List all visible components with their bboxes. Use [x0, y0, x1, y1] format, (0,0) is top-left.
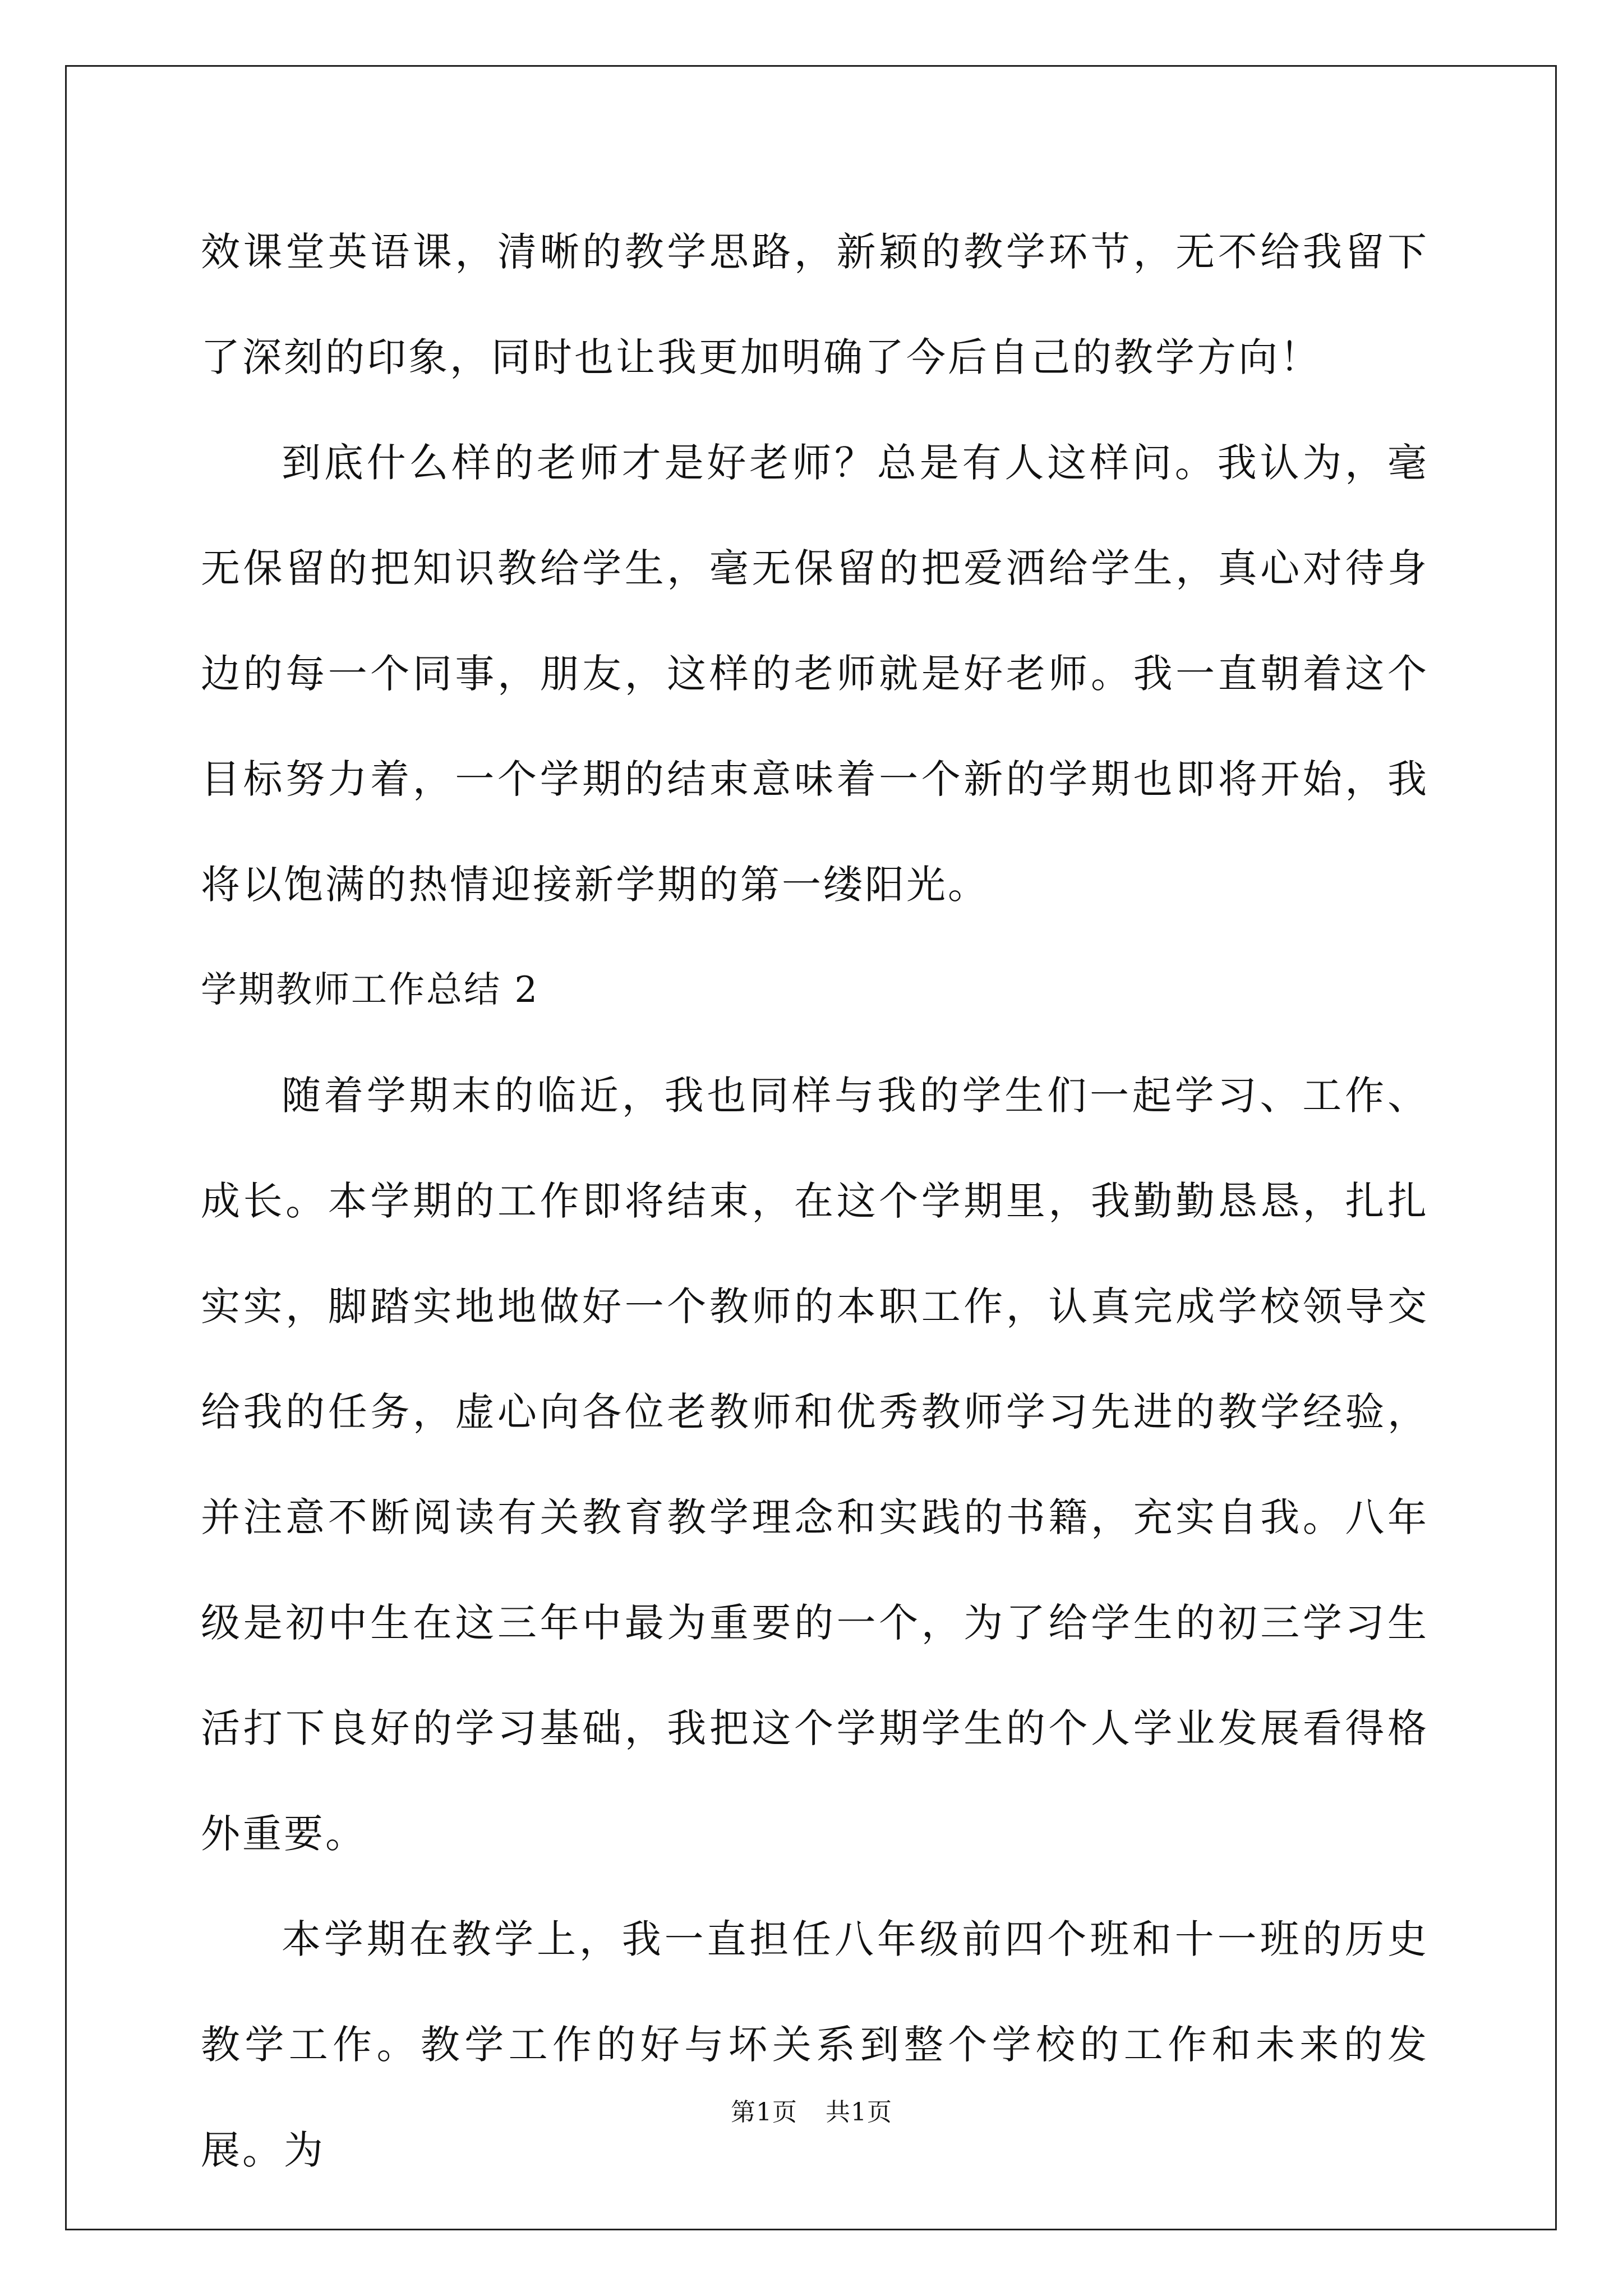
paragraph-2: 到底什么样的老师才是好老师？总是有人这样问。我认为，毫无保留的把知识教给学生，毫无保留的把爱洒给学生，真心对待身边的每一个同事，朋友，这样的老师就是好老师。我一直朝着这个目标努力着，一个学期的结束意味着一个新的学期也即将开始，我将以饱满的热情迎接新学期的第一缕阳光。 — [201, 440, 1429, 908]
page-number: 第1页 — [731, 2098, 797, 2127]
paragraph-3: 随着学期末的临近，我也同样与我的学生们一起学习、工作、成长。本学期的工作即将结束，在这个学期里，我勤勤恳恳，扎扎实实，脚踏实地地做好一个教师的本职工作，认真完成学校领导交给我的任务，虚心向各位老教师和优秀教师学习先进的教学经验，并注意不断阅读有关教育教学理念和实践的书籍，充实自我。八年级是初中生在这三年中最为重要的一个，为了给学生的初三学习生活打下良好的学习基础，我把这个学期学生的个人学业发展看得格外重要。 — [201, 1073, 1429, 1857]
paragraph-4: 本学期在教学上，我一直担任八年级前四个班和十一班的历史教学工作。教学工作的好与坏关系到整个学校的工作和未来的发展。为 — [201, 1916, 1429, 2173]
document-body — [201, 199, 1429, 2203]
page-total: 共1页 — [826, 2098, 892, 2127]
paragraph-1: 效课堂英语课，清晰的教学思路，新颖的教学环节，无不给我留下了深刻的印象，同时也让我更加明确了今后自己的教学方向！ — [201, 229, 1429, 380]
section-heading: 学期教师工作总结 2 — [201, 969, 540, 1011]
page-footer — [0, 2096, 1623, 2129]
